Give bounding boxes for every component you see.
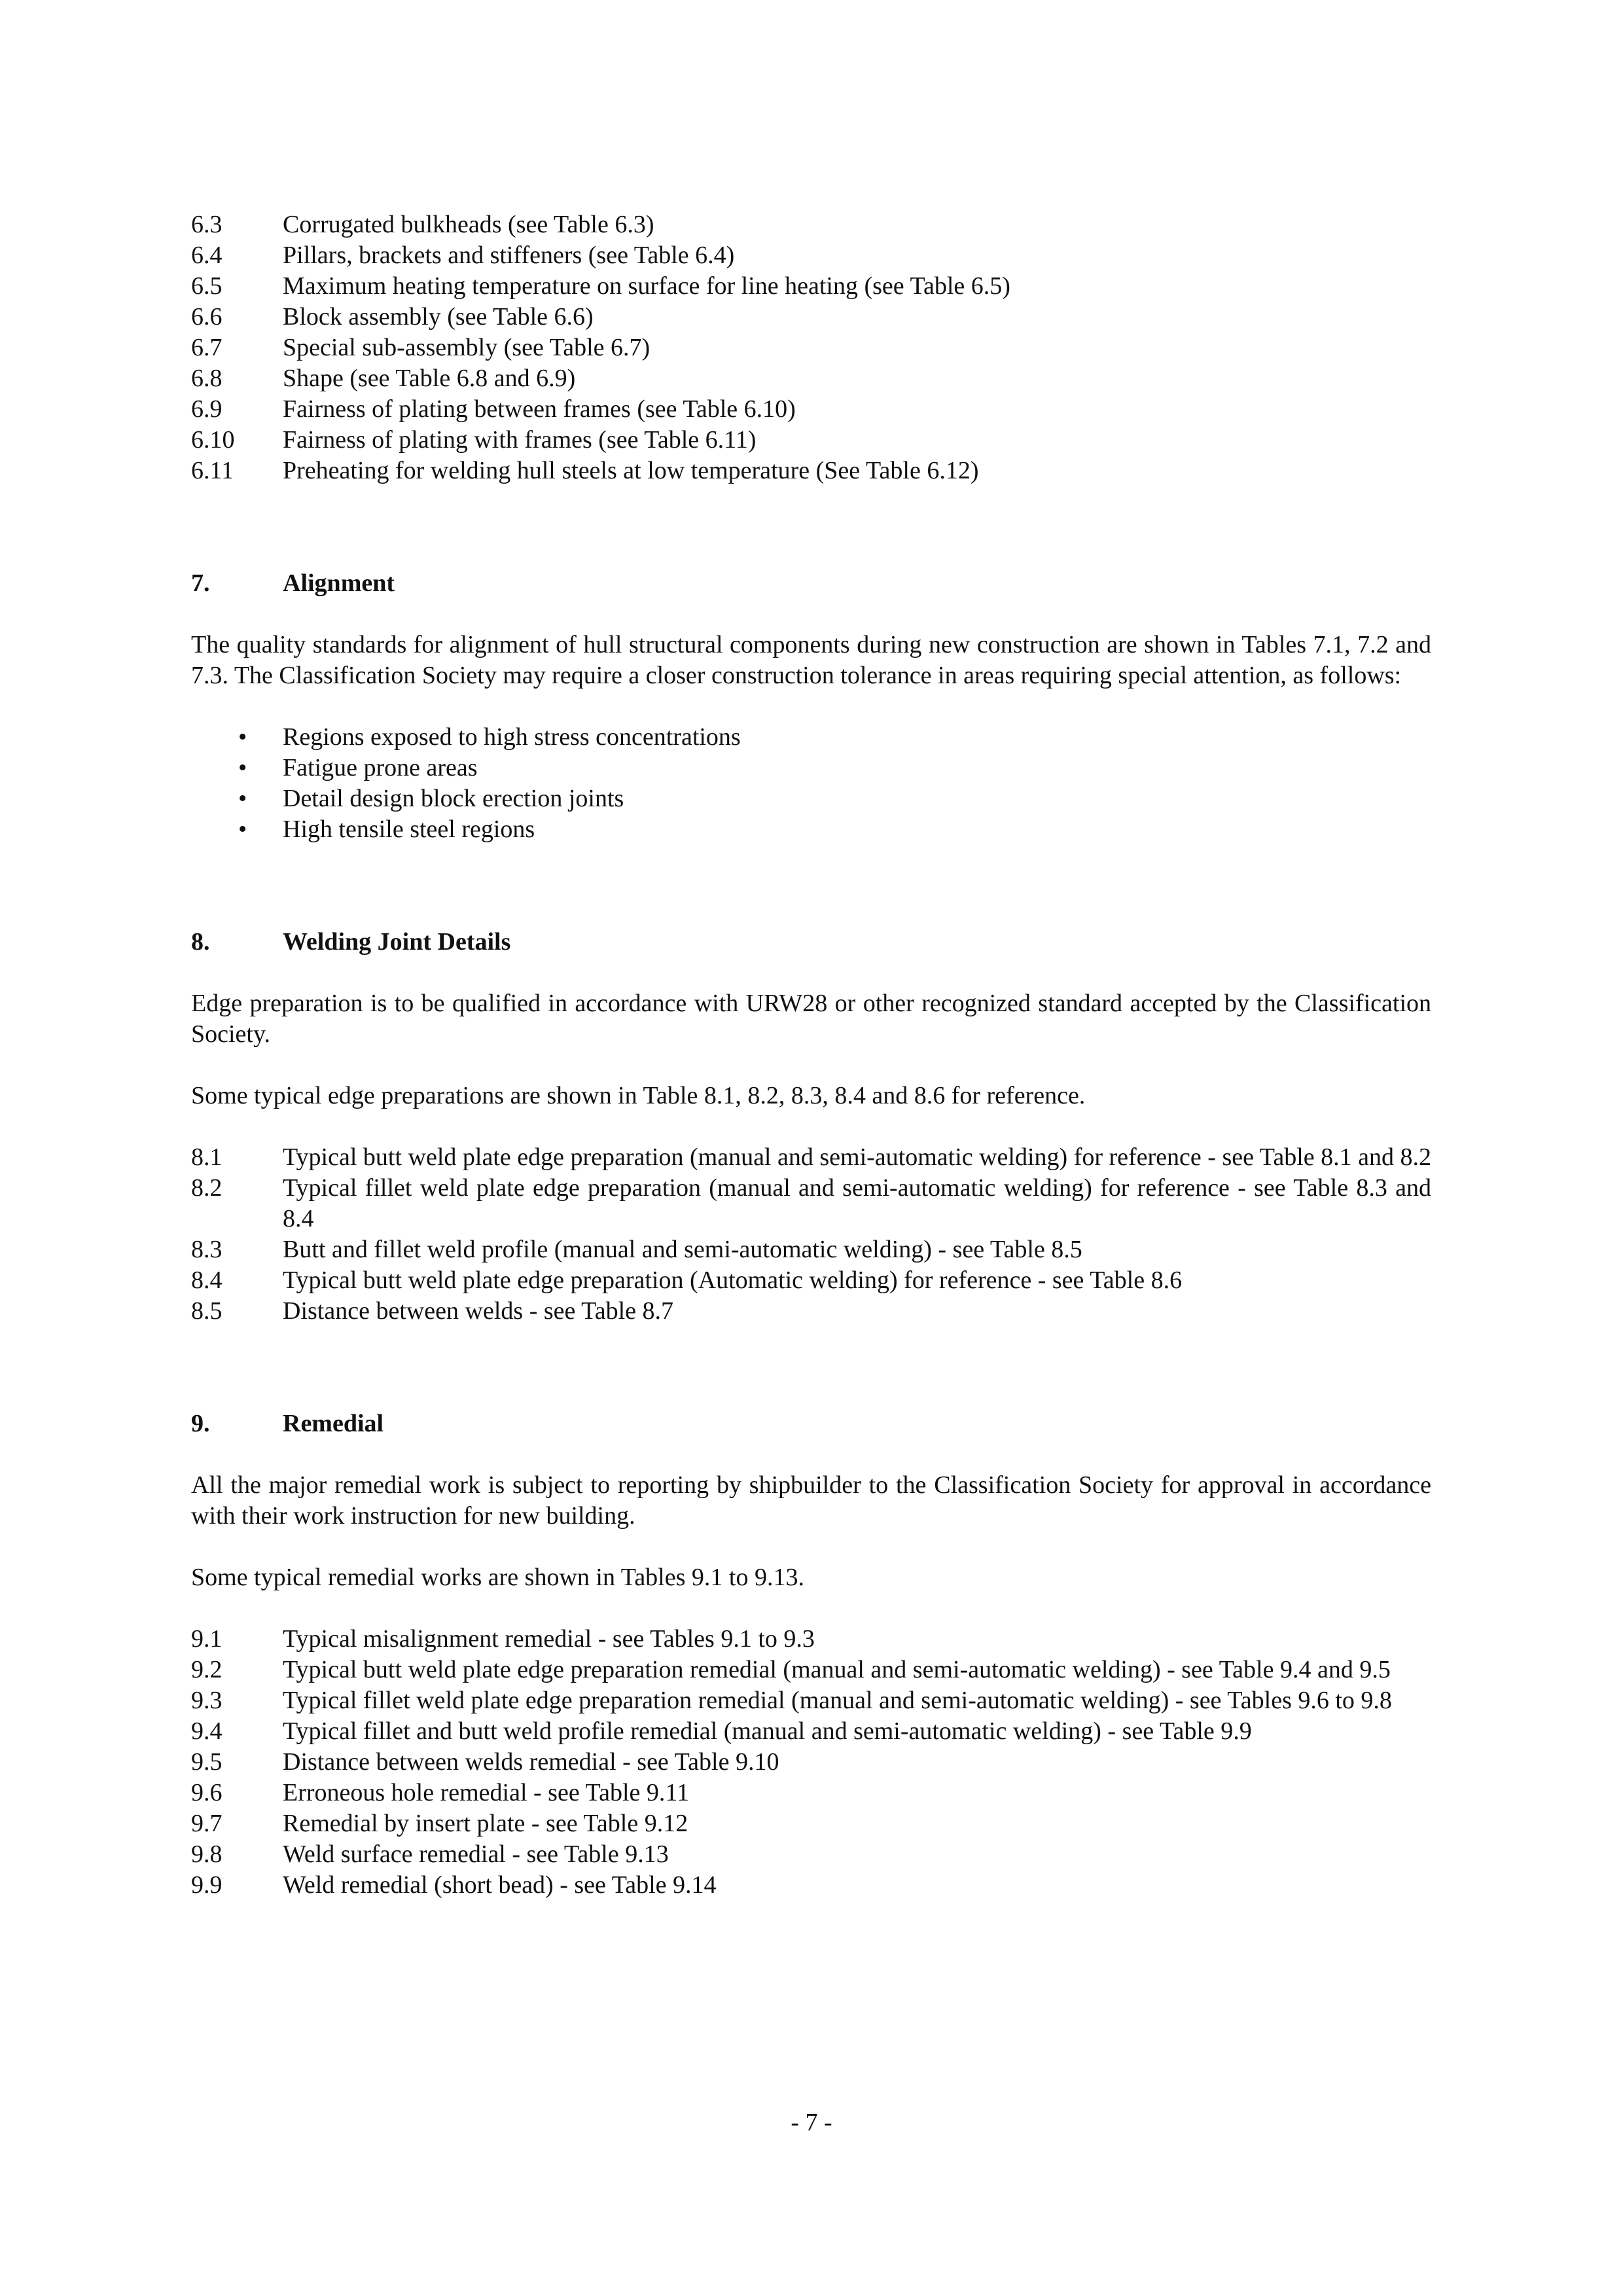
item-number: 9.3 [191,1687,223,1714]
bullet-text: High tensile steel regions [283,816,535,843]
bullet-text: Regions exposed to high stress concentrations [283,723,741,751]
item-text: Pillars, brackets and stiffeners (see Table 6.4) [283,242,735,269]
list-item [191,363,1431,394]
item-number: 9.6 [191,1779,223,1806]
list-item [191,271,1431,302]
item-number: 8.4 [191,1266,223,1294]
list-item [191,394,1431,425]
item-text: Weld surface remedial - see Table 9.13 [283,1840,669,1868]
item-number: 6.6 [191,303,223,331]
item-text: Remedial by insert plate - see Table 9.12 [283,1810,688,1837]
section-title: Alignment [283,569,395,597]
bullet-icon: • [238,754,247,781]
item-number: 8.2 [191,1174,223,1202]
item-text: Erroneous hole remedial - see Table 9.11 [283,1779,689,1806]
page-content [191,209,1431,1901]
item-number: 6.11 [191,457,234,484]
item-text: Typical fillet and butt weld profile remedial (manual and semi-automatic welding) - see Table 9.9 [283,1717,1252,1745]
item-number: 9.4 [191,1717,223,1745]
item-number: 8.1 [191,1143,223,1171]
section-number: 7. [191,569,210,597]
item-text: Typical misalignment remedial - see Tables 9.1 to 9.3 [283,1625,815,1653]
list-item [191,1655,1431,1685]
item-text: Typical fillet weld plate edge preparation remedial (manual and semi-automatic welding) - see Tables 9.6 to 9.8 [283,1687,1392,1714]
section-7-bullet-list [191,722,1431,845]
section-title: Welding Joint Details [283,928,511,956]
item-text: Fairness of plating between frames (see Table 6.10) [283,395,796,423]
section-8-list [191,1142,1431,1327]
item-text: Butt and fillet weld profile (manual and semi-automatic welding) - see Table 8.5 [283,1236,1082,1263]
item-text: Typical butt weld plate edge preparation remedial (manual and semi-automatic welding) - see Table 9.4 and 9.5 [283,1656,1391,1683]
section-9-list [191,1624,1431,1901]
item-number: 8.5 [191,1297,223,1325]
item-text: Distance between welds - see Table 8.7 [283,1297,674,1325]
bullet-text: Fatigue prone areas [283,754,478,781]
item-number: 6.5 [191,272,223,300]
section-9-paragraph: Some typical remedial works are shown in Tables 9.1 to 9.13. [191,1564,804,1591]
list-item [191,1808,1431,1839]
item-text: Corrugated bulkheads (see Table 6.3) [283,211,654,238]
section-9-heading [191,1408,1431,1439]
section-number: 8. [191,928,210,956]
item-text: Fairness of plating with frames (see Table 6.11) [283,426,757,454]
list-item [191,1265,1431,1296]
list-item [191,209,1431,240]
list-section-6 [191,209,1431,486]
item-number: 9.9 [191,1871,223,1899]
section-9-paragraph: All the major remedial work is subject to reporting by shipbuilder to the Classification Society for approval in accordance with their work instruction for new building. [191,1471,1431,1530]
bullet-icon: • [238,785,247,812]
list-item [191,240,1431,271]
item-number: 6.7 [191,334,223,361]
section-title: Remedial [283,1410,384,1437]
item-number: 6.3 [191,211,223,238]
item-text: Maximum heating temperature on surface for line heating (see Table 6.5) [283,272,1010,300]
item-text: Special sub-assembly (see Table 6.7) [283,334,651,361]
item-text: Preheating for welding hull steels at low temperature (See Table 6.12) [283,457,979,484]
list-item [191,456,1431,486]
section-8-paragraph: Edge preparation is to be qualified in accordance with URW28 or other recognized standard accepted by the Classification Society. [191,990,1431,1048]
item-number: 9.2 [191,1656,223,1683]
page-number: - 7 - [791,2109,832,2136]
bullet-item [191,753,1431,783]
section-8-paragraph: Some typical edge preparations are shown in Table 8.1, 8.2, 8.3, 8.4 and 8.6 for reference. [191,1082,1086,1109]
list-item [191,1296,1431,1327]
section-number: 9. [191,1410,210,1437]
section-7-heading [191,568,1431,599]
bullet-item [191,722,1431,753]
item-text: Block assembly (see Table 6.6) [283,303,594,331]
item-number: 9.7 [191,1810,223,1837]
item-number: 9.8 [191,1840,223,1868]
bullet-icon: • [238,723,247,751]
list-item [191,1624,1431,1655]
item-text: Typical butt weld plate edge preparation (manual and semi-automatic welding) for reference - see Table 8.1 and 8.2 [283,1143,1431,1171]
item-number: 8.3 [191,1236,223,1263]
item-text: Weld remedial (short bead) - see Table 9.14 [283,1871,717,1899]
list-item [191,1685,1431,1716]
item-number: 6.10 [191,426,235,454]
item-number: 6.4 [191,242,223,269]
item-text: Typical fillet weld plate edge preparation (manual and semi-automatic welding) for reference - see Table 8.3 and 8.4 [283,1174,1431,1232]
item-text: Shape (see Table 6.8 and 6.9) [283,365,576,392]
bullet-text: Detail design block erection joints [283,785,624,812]
bullet-item [191,814,1431,845]
list-item [191,1173,1431,1234]
item-number: 6.8 [191,365,223,392]
bullet-icon: • [238,816,247,843]
item-number: 9.5 [191,1748,223,1776]
item-number: 6.9 [191,395,223,423]
item-text: Typical butt weld plate edge preparation (Automatic welding) for reference - see Table 8.6 [283,1266,1183,1294]
list-item [191,1747,1431,1778]
list-item [191,1839,1431,1870]
item-number: 9.1 [191,1625,223,1653]
list-item [191,1778,1431,1808]
section-8-heading [191,927,1431,958]
list-item [191,1870,1431,1901]
bullet-item [191,783,1431,814]
list-item [191,1142,1431,1173]
item-text: Distance between welds remedial - see Table 9.10 [283,1748,779,1776]
list-item [191,332,1431,363]
list-item [191,302,1431,332]
list-item [191,1716,1431,1747]
section-7-paragraph: The quality standards for alignment of hull structural components during new construction are shown in Tables 7.1, 7.2 and 7.3. The Classification Society may require a closer construction tolerance in areas requiring special attention, as follows: [191,631,1431,689]
list-item [191,1234,1431,1265]
list-item [191,425,1431,456]
